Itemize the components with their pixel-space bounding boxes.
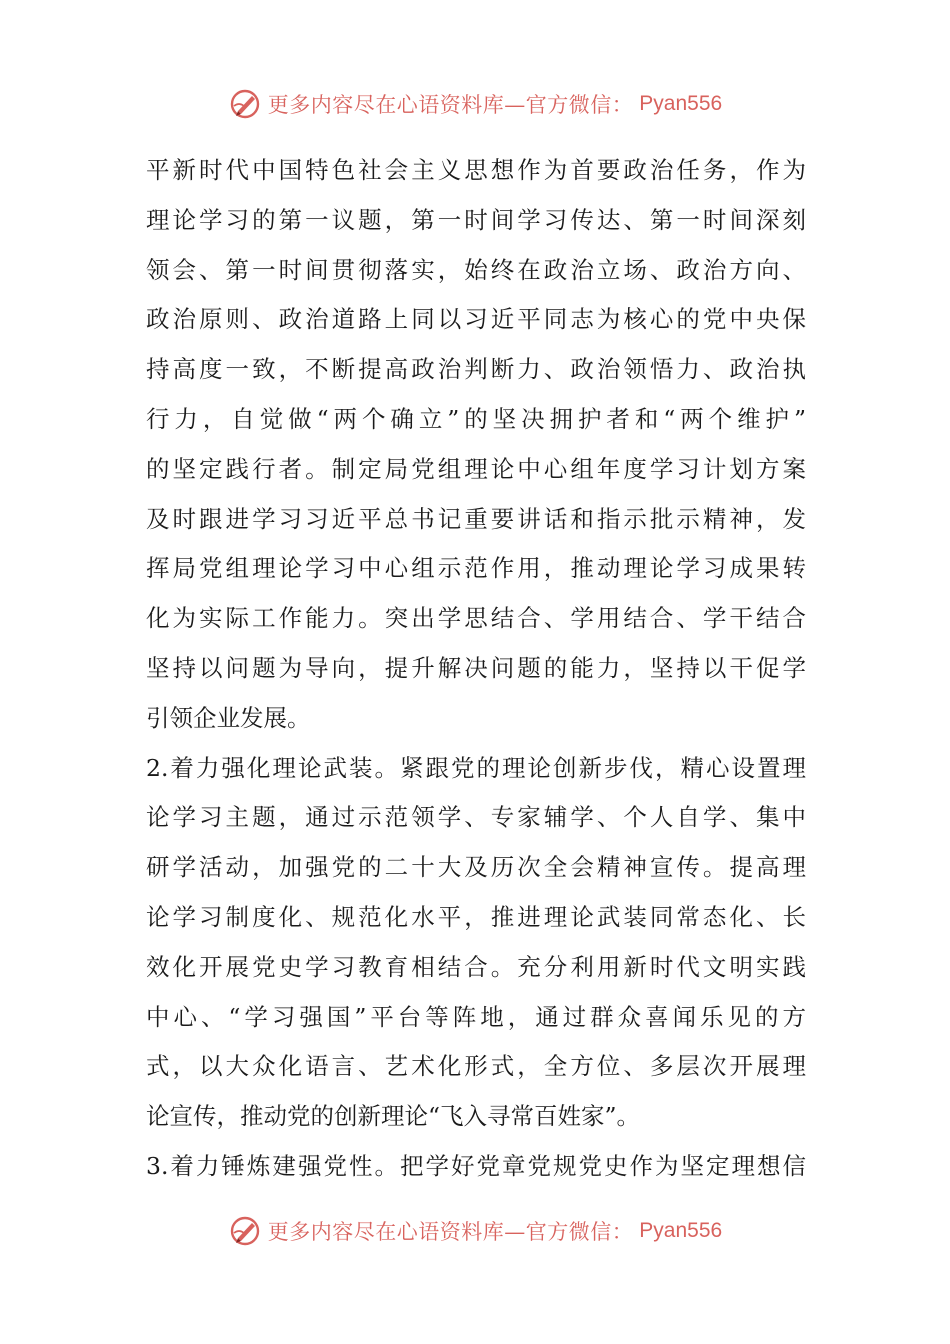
watermark-wechat-id: Pyan556 xyxy=(639,92,723,115)
watermark-wechat-id: Pyan556 xyxy=(639,1219,723,1242)
footer-watermark xyxy=(0,1211,950,1251)
text-line: 化为实际工作能力。突出学思结合、学用结合、学干结合 xyxy=(146,604,806,633)
watermark-text: 更多内容尽在心语资料库—官方微信： xyxy=(267,1220,634,1244)
paragraph xyxy=(146,146,806,744)
text-line: 论学习制度化、规范化水平，推进理论武装同常态化、长 xyxy=(146,902,806,931)
pen-logo-icon xyxy=(228,1214,262,1248)
header-watermark xyxy=(0,84,950,124)
text-line: 政治原则、政治道路上同以习近平同志为核心的党中央保 xyxy=(146,305,806,334)
text-line: 领会、第一时间贯彻落实，始终在政治立场、政治方向、 xyxy=(146,255,806,284)
paragraph xyxy=(146,744,806,1142)
text-line: 效化开展党史学习教育相结合。充分利用新时代文明实践 xyxy=(146,952,806,981)
text-line: 研学活动，加强党的二十大及历次全会精神宣传。提高理 xyxy=(146,853,806,882)
text-line: 持高度一致，不断提高政治判断力、政治领悟力、政治执 xyxy=(146,355,806,384)
text-line: 挥局党组理论学习中心组示范作用，推动理论学习成果转 xyxy=(146,554,806,583)
text-line: 论学习主题，通过示范领学、专家辅学、个人自学、集中 xyxy=(146,803,806,832)
text-line: 论宣传，推动党的创新理论“飞入寻常百姓家”。 xyxy=(146,1102,641,1131)
text-line: 理论学习的第一议题，第一时间学习传达、第一时间深刻 xyxy=(146,205,806,234)
text-line: 行力，自觉做“两个确立”的坚决拥护者和“两个维护” xyxy=(146,404,806,433)
document-body xyxy=(146,146,806,1192)
pen-logo-icon xyxy=(228,87,262,121)
text-line: 的坚定践行者。制定局党组理论中心组年度学习计划方案 xyxy=(146,454,806,483)
text-line: 及时跟进学习习近平总书记重要讲话和指示批示精神，发 xyxy=(146,504,806,533)
text-line: 式，以大众化语言、艺术化形式，全方位、多层次开展理 xyxy=(146,1052,806,1081)
text-line: 2.着力强化理论武装。紧跟党的理论创新步伐，精心设置理 xyxy=(146,753,806,782)
paragraph xyxy=(146,1142,806,1192)
text-line: 坚持以问题为导向，提升解决问题的能力，坚持以干促学 xyxy=(146,653,806,682)
text-line: 平新时代中国特色社会主义思想作为首要政治任务，作为 xyxy=(146,156,806,184)
text-line: 引领企业发展。 xyxy=(146,703,311,732)
text-line: 中心、“学习强国”平台等阵地，通过群众喜闻乐见的方 xyxy=(146,1002,806,1031)
watermark-text: 更多内容尽在心语资料库—官方微信： xyxy=(267,93,634,117)
text-line: 3.着力锤炼建强党性。把学好党章党规党史作为坚定理想信 xyxy=(146,1151,806,1180)
